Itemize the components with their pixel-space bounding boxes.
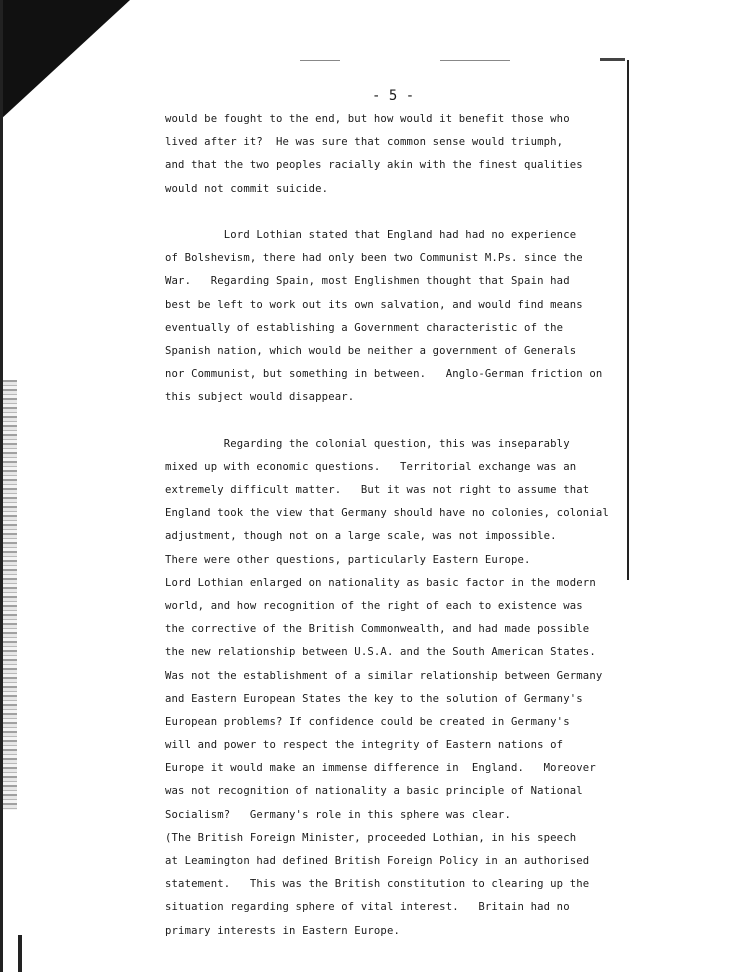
text-line: European problems? If confidence could be created in Germany's [165, 715, 570, 728]
text-line: the new relationship between U.S.A. and the South American States. [165, 646, 596, 659]
text-line: the corrective of the British Commonwealth, and had made possible [165, 623, 590, 636]
scan-corner-shadow [0, 0, 130, 120]
text-line: Lord Lothian stated that England had had no experience [165, 228, 577, 241]
text-line: Spanish nation, which would be neither a government of Generals [165, 344, 577, 357]
text-line: extremely difficult matter. But it was not right to assume that [165, 484, 590, 496]
text-line [165, 201, 640, 224]
text-line: lived after it? He was sure that common sense would triumph, [165, 136, 564, 149]
page-number: - 5 - [372, 88, 415, 104]
text-line: this subject would disappear. [165, 391, 355, 404]
text-line: would not commit suicide. [165, 182, 329, 195]
text-line: and Eastern European States the key to the solution of Germany's [165, 692, 583, 705]
text-line: best be left to work out its own salvation, and would find means [165, 298, 583, 311]
text-line: Europe it would make an immense difference in England. Moreover [165, 762, 596, 775]
text-line: There were other questions, particularly Eastern Europe. [165, 553, 531, 566]
text-line: Was not the establishment of a similar relationship between Germany [165, 669, 603, 682]
scan-left-speckle [3, 380, 17, 810]
text-line: would be fought to the end, but how would it benefit those who [165, 113, 570, 125]
text-line: mixed up with economic questions. Territorial exchange was an [165, 460, 577, 473]
text-line: War. Regarding Spain, most Englishmen thought that Spain had [165, 275, 570, 288]
text-line: primary interests in Eastern Europe. [165, 924, 401, 937]
text-line: England took the view that Germany should have no colonies, colonial [165, 507, 609, 520]
scan-artifact-dash [600, 58, 625, 61]
text-line: statement. This was the British constitution to clearing up the [165, 878, 590, 891]
scan-bottom-left-mark [18, 935, 22, 972]
scan-artifact-dash [300, 60, 340, 61]
text-line [165, 409, 640, 432]
text-line: Socialism? Germany's role in this sphere was clear. [165, 808, 511, 821]
text-line: adjustment, though not on a large scale, was not impossible. [165, 530, 557, 543]
text-line: (The British Foreign Minister, proceeded Lothian, in his speech [165, 831, 577, 844]
document-body [165, 108, 640, 943]
scan-artifact-dash [440, 60, 510, 61]
text-line: world, and how recognition of the right of each to existence was [165, 599, 583, 612]
text-line: eventually of establishing a Government characteristic of the [165, 321, 564, 334]
text-line: nor Communist, but something in between. Anglo-German friction on [165, 368, 603, 381]
text-line: will and power to respect the integrity of Eastern nations of [165, 739, 564, 752]
text-line: and that the two peoples racially akin with the finest qualities [165, 159, 583, 172]
text-line: of Bolshevism, there had only been two Communist M.Ps. since the [165, 252, 583, 265]
text-line: was not recognition of nationality a basic principle of National [165, 785, 583, 798]
text-line: Regarding the colonial question, this was inseparably [165, 437, 570, 450]
text-line: Lord Lothian enlarged on nationality as basic factor in the modern [165, 576, 596, 589]
text-line: at Leamington had defined British Foreign Policy in an authorised [165, 855, 590, 867]
text-line: situation regarding sphere of vital interest. Britain had no [165, 901, 570, 914]
